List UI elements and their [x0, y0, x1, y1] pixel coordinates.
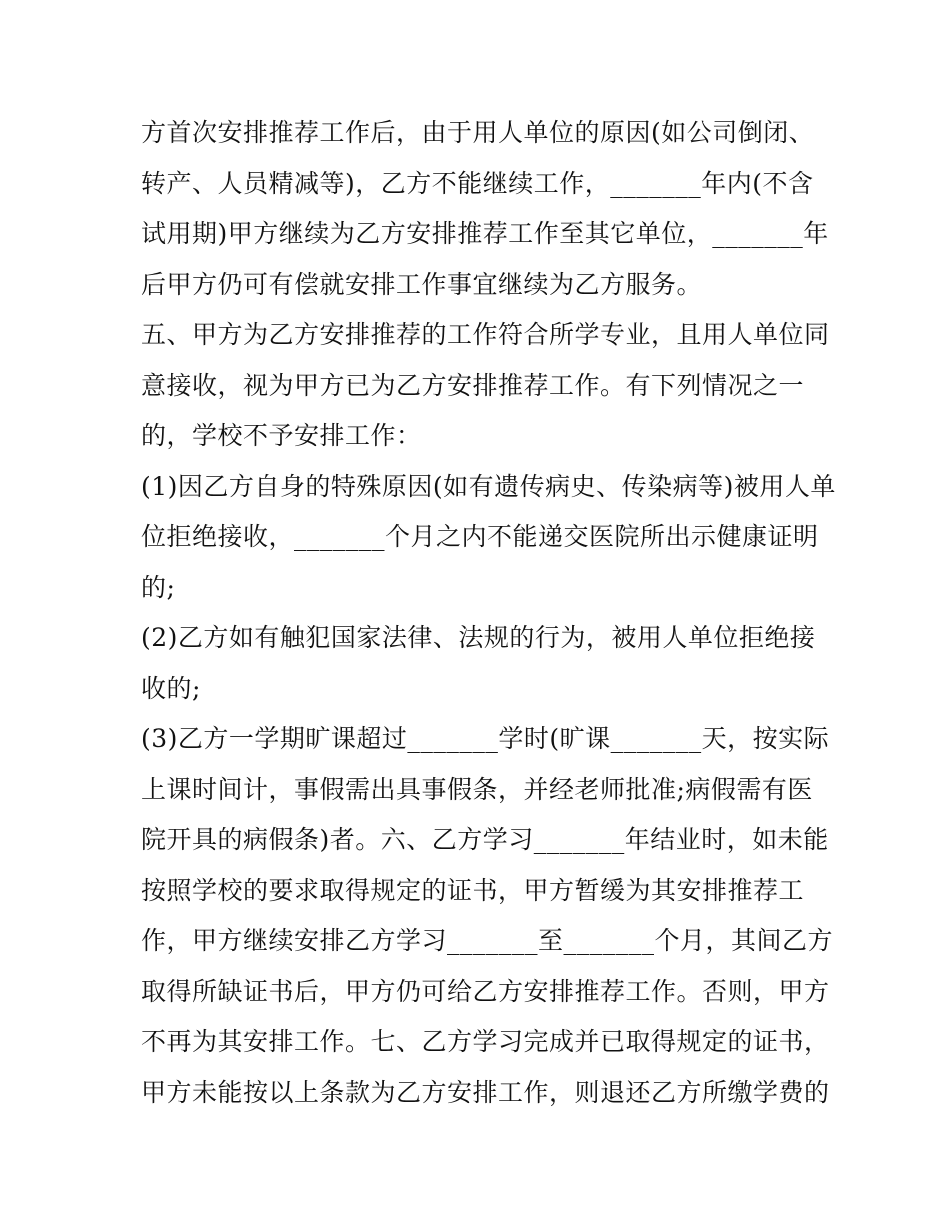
text-line: (2)乙方如有触犯国家法律、法规的行为，被用人单位拒绝接: [141, 623, 816, 652]
text-line: 的，学校不予安排工作：: [141, 421, 422, 450]
text-line: 甲方未能按以上条款为乙方安排工作，则退还乙方所缴学费的: [141, 1077, 830, 1107]
text-line: 后甲方仍可有偿就安排工作事宜继续为乙方服务。: [141, 269, 703, 299]
text-line: 方首次安排推荐工作后，由于用人单位的原因(如公司倒闭、: [141, 118, 815, 147]
text-line: 按照学校的要求取得规定的证书，甲方暂缓为其安排推荐工: [141, 875, 805, 905]
text-line: 不再为其安排工作。七、乙方学习完成并已取得规定的证书，: [141, 1027, 830, 1056]
text-line: 上课时间计，事假需出具事假条，并经老师批准;病假需有医: [141, 774, 813, 804]
text-line: 位拒绝接收，_______个月之内不能递交医院所出示健康证明: [141, 522, 819, 551]
document-body: [141, 108, 836, 1118]
text-line: (1)因乙方自身的特殊原因(如有遗传病史、传染病等)被用人单: [141, 471, 836, 501]
text-line: 作，甲方继续安排乙方学习_______至_______个月，其间乙方: [141, 926, 834, 955]
text-line: 院开具的病假条)者。六、乙方学习_______年结业时，如未能: [141, 825, 829, 854]
text-line: 五、甲方为乙方安排推荐的工作符合所学专业，且用人单位同: [141, 320, 830, 349]
text-line: 取得所缺证书后，甲方仍可给乙方安排推荐工作。否则，甲方: [141, 976, 830, 1006]
text-line: (3)乙方一学期旷课超过_______学时(旷课_______天，按实际: [141, 724, 830, 753]
text-line: 意接收，视为甲方已为乙方安排推荐工作。有下列情况之一: [141, 370, 805, 400]
text-line: 试用期)甲方继续为乙方安排推荐工作至其它单位，_______年: [141, 219, 829, 248]
text-line: 转产、人员精减等)，乙方不能继续工作，_______年内(不含: [141, 168, 814, 198]
text-line: 的;: [141, 572, 176, 602]
text-line: 收的;: [141, 673, 201, 703]
